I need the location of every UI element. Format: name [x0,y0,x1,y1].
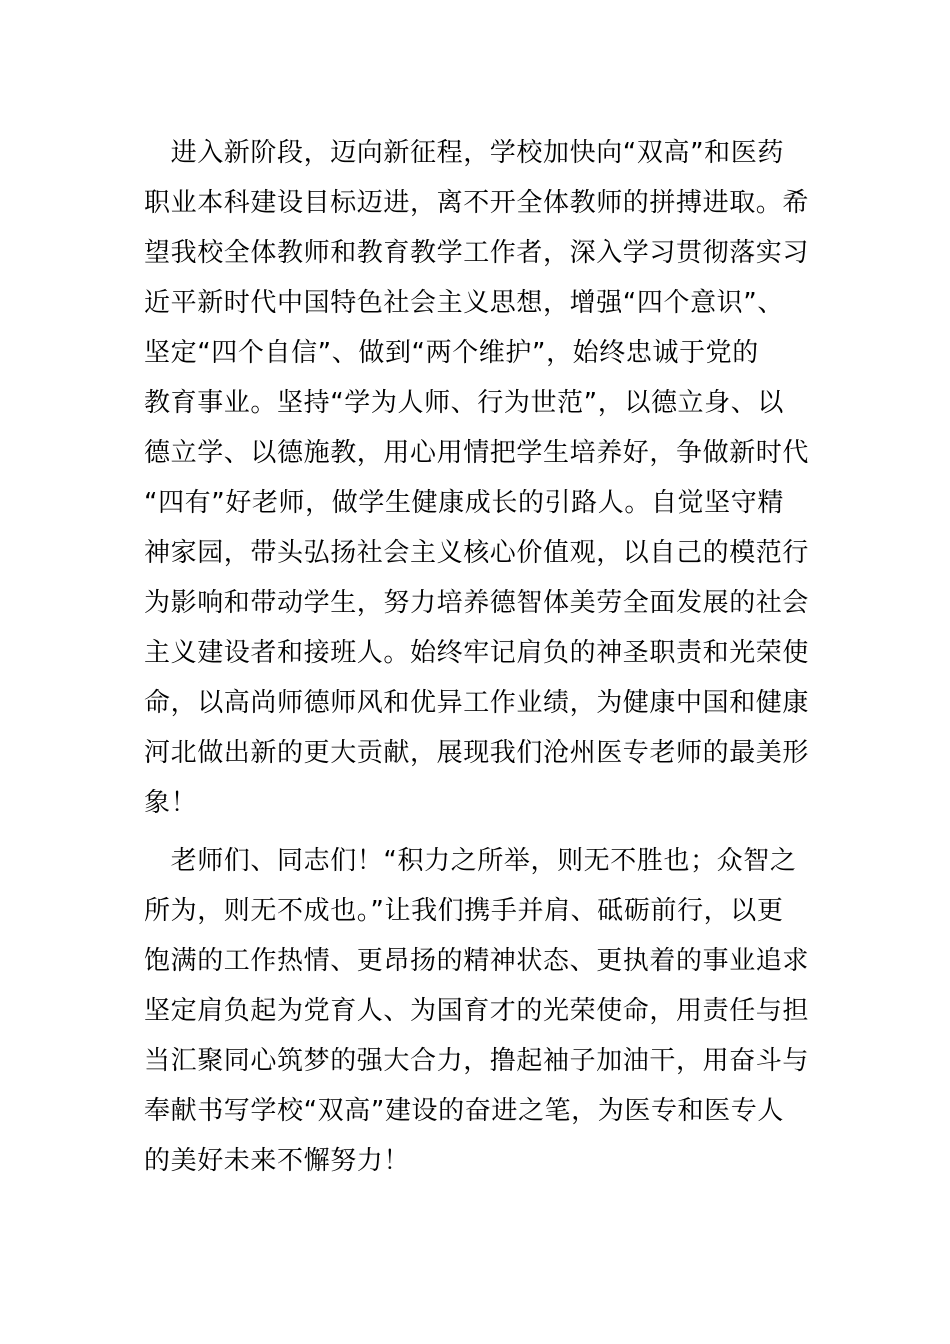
text-line: 老师们、同志们！“积力之所举，则无不胜也；众智之 [144,846,797,876]
text-line: 教育事业。坚持“学为人师、行为世范”，以德立身、以 [144,388,784,418]
text-line: 的美好未来不懈努力！ [144,1146,411,1176]
text-line: 奉献书写学校“双高”建设的奋进之笔，为医专和医专人 [144,1096,784,1126]
document-body [144,128,816,1186]
text-line: 主义建设者和接班人。始终牢记肩负的神圣职责和光荣使 [144,638,810,668]
paragraph-2 [144,836,816,1186]
text-line: 命，以高尚师德师风和优异工作业绩，为健康中国和健康 [144,688,810,718]
text-line: 德立学、以德施教，用心用情把学生培养好，争做新时代 [144,438,810,468]
text-line: 所为，则无不成也。”让我们携手并肩、砥砺前行，以更 [144,896,784,926]
text-line: 进入新阶段，迈向新征程，学校加快向“双高”和医药 [144,138,784,168]
text-line: 当汇聚同心筑梦的强大合力，撸起袖子加油干，用奋斗与 [144,1046,810,1076]
text-line: 望我校全体教师和教育教学工作者，深入学习贯彻落实习 [144,238,810,268]
text-line: 为影响和带动学生，努力培养德智体美劳全面发展的社会 [144,588,810,618]
text-line: 象！ [144,788,198,818]
text-line: 神家园，带头弘扬社会主义核心价值观，以自己的模范行 [144,538,810,568]
text-line: 饱满的工作热情、更昂扬的精神状态、更执着的事业追求 [144,946,810,976]
text-line: 坚定“四个自信”、做到“两个维护”，始终忠诚于党的 [144,338,759,368]
text-line: “四有”好老师，做学生健康成长的引路人。自觉坚守精 [144,488,784,518]
text-line: 坚定肩负起为党育人、为国育才的光荣使命，用责任与担 [144,996,810,1026]
text-line: 职业本科建设目标迈进，离不开全体教师的拼搏进取。希 [144,188,810,218]
text-line: 河北做出新的更大贡献，展现我们沧州医专老师的最美形 [144,738,810,768]
paragraph-1 [144,128,816,828]
text-line: 近平新时代中国特色社会主义思想，增强“四个意识”、 [144,288,784,318]
